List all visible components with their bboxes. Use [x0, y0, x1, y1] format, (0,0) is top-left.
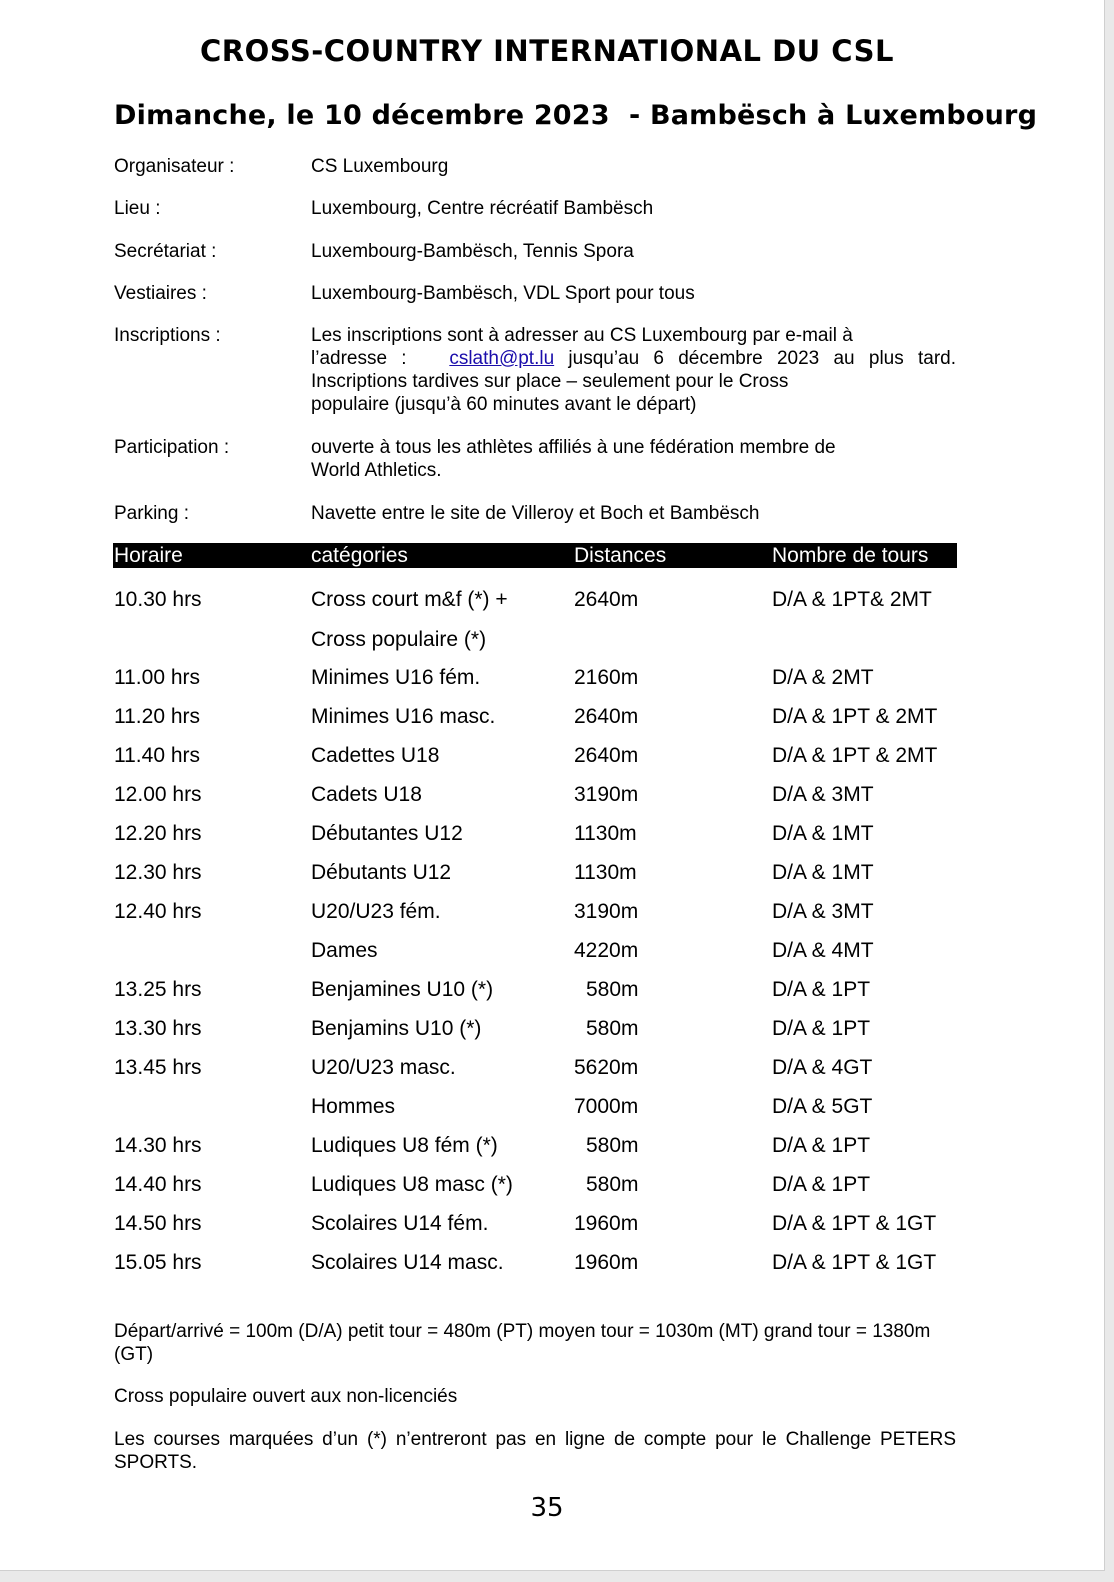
row-time: 14.30 hrs	[114, 1134, 202, 1157]
row-distance: 580m	[586, 978, 639, 1001]
vestiaires-label: Vestiaires :	[114, 283, 207, 304]
page-title: CROSS-COUNTRY INTERNATIONAL DU CSL	[199, 34, 894, 68]
row-distance: 1960m	[574, 1251, 639, 1274]
row-category: Hommes	[311, 1095, 396, 1118]
row-category: Cadets U18	[311, 783, 422, 806]
row-time: 12.30 hrs	[114, 861, 202, 884]
inscriptions-line1: Les inscriptions sont à adresser au CS Luxembourg par e-mail à	[311, 325, 853, 346]
row-distance: 580m	[586, 1134, 639, 1157]
lieu-value: Luxembourg, Centre récréatif Bambësch	[311, 198, 654, 219]
row-category: Scolaires U14 masc.	[311, 1251, 504, 1274]
row-category: Ludiques U8 masc (*)	[311, 1173, 513, 1196]
row-distance: 1130m	[574, 861, 637, 884]
row-distance: 4220m	[574, 939, 639, 962]
participation-text	[311, 436, 956, 482]
organisateur-value: CS Luxembourg	[311, 156, 449, 177]
row-time: 13.25 hrs	[114, 978, 202, 1001]
row-laps: D/A & 1PT& 2MT	[772, 588, 932, 611]
row-time: 11.00 hrs	[114, 666, 200, 689]
row-category: Cadettes U18	[311, 744, 440, 767]
row-time: 10.30 hrs	[114, 588, 202, 611]
secretariat-label: Secrétariat :	[114, 241, 217, 262]
header-nombre-de-tours: Nombre de tours	[772, 544, 929, 567]
schedule-table-header	[113, 543, 957, 568]
row-category: Cross populaire (*)	[311, 628, 487, 651]
row-category: Benjamines U10 (*)	[311, 978, 494, 1001]
parking-label: Parking :	[114, 503, 189, 524]
row-laps: D/A & 3MT	[772, 900, 874, 923]
parking-value: Navette entre le site de Villeroy et Boch et Bambësch	[311, 503, 760, 524]
row-time: 11.40 hrs	[114, 744, 200, 767]
row-category: Benjamins U10 (*)	[311, 1017, 482, 1040]
inscriptions-address-prefix: l’adresse :	[311, 348, 407, 369]
secretariat-value: Luxembourg-Bambësch, Tennis Spora	[311, 241, 634, 262]
row-distance: 3190m	[574, 900, 639, 923]
page-number: 35	[530, 1493, 564, 1523]
vestiaires-value: Luxembourg-Bambësch, VDL Sport pour tous	[311, 283, 695, 304]
row-category: U20/U23 fém.	[311, 900, 441, 923]
row-category: Cross court m&f (*) +	[311, 588, 508, 611]
row-time: 14.40 hrs	[114, 1173, 202, 1196]
row-laps: D/A & 1PT & 2MT	[772, 705, 938, 728]
row-laps: D/A & 1PT	[772, 1134, 871, 1157]
row-category: Ludiques U8 fém (*)	[311, 1134, 498, 1157]
row-laps: D/A & 4GT	[772, 1056, 873, 1079]
row-distance: 2640m	[574, 588, 639, 611]
row-laps: D/A & 1PT & 2MT	[772, 744, 938, 767]
row-laps: D/A & 1MT	[772, 822, 874, 845]
row-laps: D/A & 1PT & 1GT	[772, 1251, 937, 1274]
row-laps: D/A & 2MT	[772, 666, 874, 689]
event-date-location: Dimanche, le 10 décembre 2023 - Bambësch à Luxembourg	[114, 100, 1038, 131]
row-category: Minimes U16 masc.	[311, 705, 496, 728]
row-laps: D/A & 1MT	[772, 861, 874, 884]
row-laps: D/A & 4MT	[772, 939, 874, 962]
inscriptions-email-link[interactable]: cslath@pt.lu	[449, 348, 555, 369]
row-time: 12.00 hrs	[114, 783, 202, 806]
row-laps: D/A & 5GT	[772, 1095, 873, 1118]
row-category: Dames	[311, 939, 378, 962]
row-category: Débutantes U12	[311, 822, 463, 845]
challenge-note: Les courses marquées d’un (*) n’entreront pas en ligne de compte pour le Challenge PETERS SPORTS.	[114, 1429, 956, 1473]
inscriptions-text	[311, 324, 956, 416]
header-categories: catégories	[311, 544, 408, 567]
row-distance: 3190m	[574, 783, 639, 806]
row-distance: 7000m	[574, 1095, 639, 1118]
row-distance: 1130m	[574, 822, 637, 845]
organisateur-label: Organisateur :	[114, 156, 235, 177]
lieu-label: Lieu :	[114, 198, 161, 219]
row-laps: D/A & 3MT	[772, 783, 874, 806]
legend-note: Départ/arrivé = 100m (D/A) petit tour = 480m (PT) moyen tour = 1030m (MT) grand tour = 1380m (GT)	[114, 1321, 931, 1365]
row-distance: 1960m	[574, 1212, 639, 1235]
cross-populaire-note: Cross populaire ouvert aux non-licenciés	[114, 1386, 458, 1407]
row-category: Minimes U16 fém.	[311, 666, 481, 689]
row-laps: D/A & 1PT	[772, 1017, 871, 1040]
row-time: 13.30 hrs	[114, 1017, 202, 1040]
row-time: 13.45 hrs	[114, 1056, 202, 1079]
row-distance: 5620m	[574, 1056, 639, 1079]
row-laps: D/A & 1PT & 1GT	[772, 1212, 937, 1235]
row-time: 12.40 hrs	[114, 900, 202, 923]
inscriptions-deadline: jusqu’au 6 décembre 2023 au plus tard.	[568, 348, 956, 369]
inscriptions-line3: Inscriptions tardives sur place – seulement pour le Cross	[311, 371, 789, 392]
row-category: Débutants U12	[311, 861, 452, 884]
inscriptions-line2	[311, 347, 956, 370]
header-horaire: Horaire	[114, 544, 183, 567]
row-distance: 580m	[586, 1017, 639, 1040]
row-category: Scolaires U14 fém.	[311, 1212, 489, 1235]
row-distance: 580m	[586, 1173, 639, 1196]
row-time: 15.05 hrs	[114, 1251, 202, 1274]
header-distances: Distances	[574, 544, 667, 567]
inscriptions-label: Inscriptions :	[114, 325, 221, 346]
row-time: 12.20 hrs	[114, 822, 202, 845]
row-category: U20/U23 masc.	[311, 1056, 456, 1079]
row-distance: 2640m	[574, 705, 639, 728]
participation-line1: ouverte à tous les athlètes affiliés à une fédération membre de	[311, 437, 836, 458]
participation-line2: World Athletics.	[311, 460, 442, 481]
row-distance: 2640m	[574, 744, 639, 767]
inscriptions-line4: populaire (jusqu’à 60 minutes avant le départ)	[311, 394, 697, 415]
row-time: 11.20 hrs	[114, 705, 200, 728]
row-laps: D/A & 1PT	[772, 978, 871, 1001]
row-distance: 2160m	[574, 666, 639, 689]
participation-label: Participation :	[114, 437, 230, 458]
row-laps: D/A & 1PT	[772, 1173, 871, 1196]
row-time: 14.50 hrs	[114, 1212, 202, 1235]
